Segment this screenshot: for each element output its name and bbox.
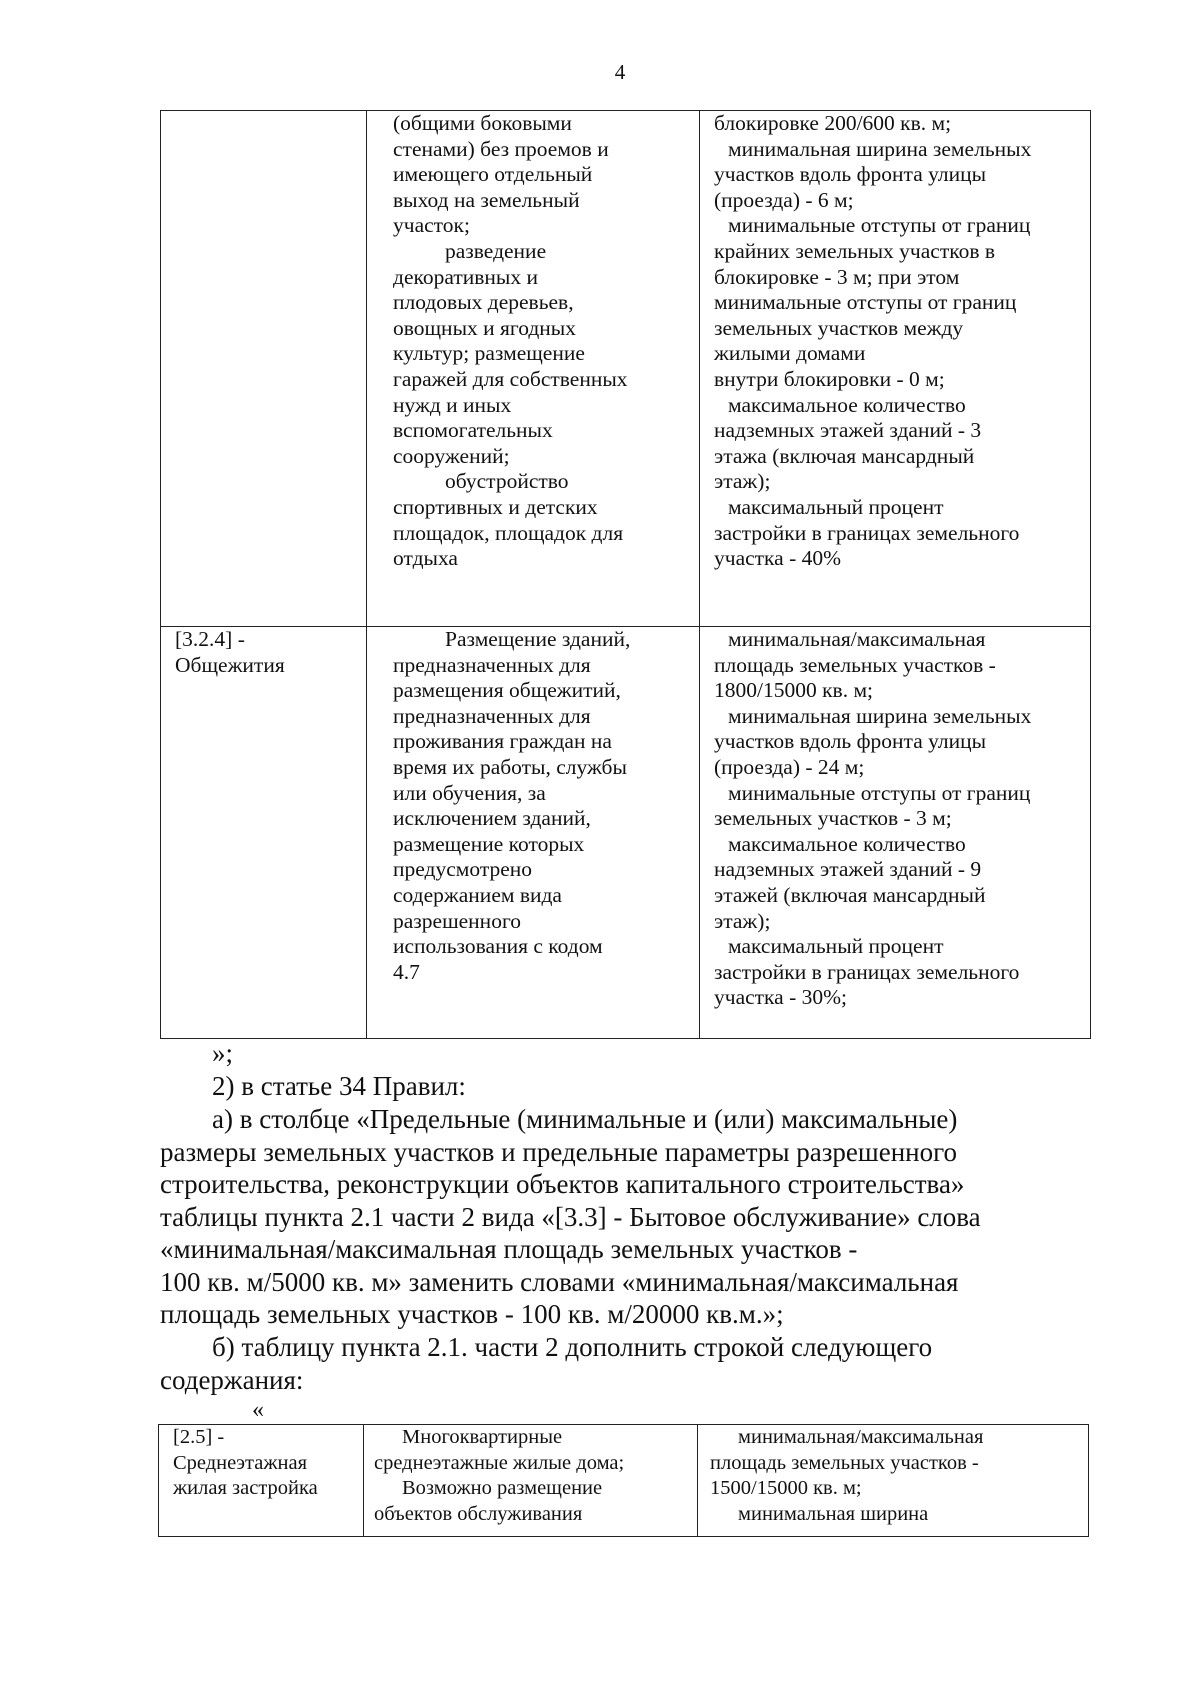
text-line: Среднеэтажная — [173, 1451, 308, 1474]
text-line: максимальное количество — [728, 392, 966, 417]
table-cell-description — [367, 111, 700, 627]
text-line: участков вдоль фронта улицы — [714, 729, 987, 754]
text-line: крайних земельных участков в — [714, 238, 996, 263]
text-line: (проезда) - 6 м; — [714, 187, 854, 212]
text-line: 1500/15000 кв. м; — [710, 1477, 862, 1499]
text-line: Возможно размещение — [402, 1477, 603, 1499]
text-line: надземных этажей зданий - 9 — [714, 857, 982, 882]
text-line: внутри блокировки - 0 м; — [714, 366, 945, 391]
text-line: участка - 40% — [714, 546, 842, 571]
text-line: выход на земельный — [393, 187, 580, 212]
text-line: обустройство — [445, 469, 569, 494]
zoning-table-continued — [160, 110, 1091, 1039]
text-line: овощных и ягодных — [393, 315, 576, 340]
text-line: гаражей для собственных — [393, 366, 628, 391]
text-line: участков вдоль фронта улицы — [714, 162, 987, 187]
text-line: площадок, площадок для — [393, 520, 624, 545]
text-line: минимальная ширина земельных — [728, 136, 1032, 161]
text-line: б) таблицу пункта 2.1. части 2 дополнить строкой следующего — [212, 1332, 933, 1362]
text-line: предназначенных для — [393, 703, 591, 728]
text-line: [3.2.4] - — [175, 627, 245, 651]
open-quote: « — [252, 1397, 264, 1423]
text-line: площадь земельных участков - — [714, 652, 996, 677]
table-row — [161, 111, 1091, 627]
table-cell-code — [161, 111, 367, 627]
text-line: объектов обслуживания — [374, 1502, 583, 1525]
text-line: участок; — [393, 213, 470, 238]
text-line: время их работы, службы — [393, 754, 627, 779]
table-cell-description — [367, 627, 700, 1039]
table-cell-code — [159, 1425, 364, 1537]
page-number: 4 — [614, 60, 626, 84]
paragraph-a — [160, 1103, 1100, 1331]
text-line: вспомогательных — [393, 418, 553, 443]
text-line: предназначенных для — [393, 652, 591, 677]
text-line: использования с кодом — [393, 934, 603, 959]
text-line: этажей (включая мансардный — [714, 882, 986, 907]
text-line: максимальный процент — [728, 494, 944, 519]
text-line: надземных этажей зданий - 3 — [714, 418, 982, 443]
text-line: среднеэтажные жилые дома; — [374, 1451, 625, 1474]
table-cell-code — [161, 627, 367, 1039]
text-line: 4.7 — [393, 959, 420, 984]
text-line: размеры земельных участков и предельные параметры разрешенного — [160, 1136, 957, 1167]
text-line: сооружений; — [393, 443, 510, 468]
text-line: жилая застройка — [173, 1477, 318, 1499]
text-line: (общими боковыми — [393, 111, 572, 135]
text-line: спортивных и детских — [393, 494, 598, 519]
text-line: [2.5] - — [173, 1426, 225, 1448]
text-line: разрешенного — [393, 908, 521, 933]
text-line: минимальная/максимальная — [738, 1426, 984, 1448]
text-line: минимальная ширина — [738, 1502, 929, 1525]
text-line: а) в столбце «Предельные (минимальные и (или) максимальные) — [212, 1104, 958, 1134]
text-line: участка - 30%; — [714, 985, 847, 1010]
text-line: земельных участков между — [714, 315, 964, 340]
text-line: плодовых деревьев, — [393, 290, 574, 315]
text-line: застройки в границах земельного — [714, 959, 1020, 984]
text-line: предусмотрено — [393, 857, 533, 882]
text-line: максимальный процент — [728, 934, 944, 959]
table-cell-parameters — [700, 627, 1091, 1039]
text-line: исключением зданий, — [393, 806, 591, 831]
text-line: размещения общежитий, — [393, 678, 621, 703]
text-line: земельных участков - 3 м; — [714, 806, 952, 831]
table-cell-parameters — [698, 1425, 1089, 1537]
text-line: строительства, реконструкции объектов капитального строительства» — [160, 1169, 965, 1199]
zoning-table-new-row — [158, 1424, 1089, 1537]
text-line: максимальное количество — [728, 831, 966, 856]
paragraph-b — [160, 1331, 1100, 1396]
table-row — [159, 1425, 1089, 1537]
text-line: Многоквартирные — [402, 1426, 563, 1448]
text-line: таблицы пункта 2.1 части 2 вида «[3.3] - Бытовое обслуживание» слова — [160, 1201, 981, 1232]
text-line: содержания: — [160, 1364, 304, 1395]
text-line: Размещение зданий, — [445, 627, 631, 651]
text-line: (проезда) - 24 м; — [714, 754, 865, 779]
table-cell-description — [364, 1425, 698, 1537]
text-line: «минимальная/максимальная площадь земельных участков - — [160, 1234, 858, 1264]
text-line: размещение которых — [393, 831, 585, 856]
text-line: минимальная/максимальная — [728, 627, 986, 651]
text-line: содержанием вида — [393, 882, 562, 907]
paragraph-item-2: 2) в статье 34 Правил: — [212, 1071, 466, 1101]
text-line: минимальная ширина земельных — [728, 703, 1032, 728]
text-line: или обучения, за — [393, 780, 546, 805]
close-quote: »; — [212, 1038, 234, 1068]
text-line: 100 кв. м/5000 кв. м» заменить словами «минимальная/максимальная — [160, 1266, 959, 1297]
text-line: имеющего отдельный — [393, 162, 593, 187]
text-line: этажа (включая мансардный — [714, 443, 975, 468]
text-line: декоративных и — [393, 264, 538, 289]
text-line: этаж); — [714, 469, 771, 494]
text-line: застройки в границах земельного — [714, 520, 1020, 545]
text-line: стенами) без проемов и — [393, 136, 609, 161]
table-row — [161, 627, 1091, 1039]
text-line: минимальные отступы от границ — [714, 290, 1017, 315]
text-line: минимальные отступы от границ — [728, 780, 1031, 805]
text-line: жилыми домами — [714, 341, 866, 366]
text-line: площадь земельных участков - 100 кв. м/20000 кв.м.»; — [160, 1299, 784, 1329]
text-line: площадь земельных участков - — [710, 1451, 979, 1474]
text-line: отдыха — [393, 546, 458, 571]
text-line: разведение — [445, 238, 547, 263]
text-line: блокировке 200/600 кв. м; — [714, 111, 952, 135]
text-line: проживания граждан на — [393, 729, 612, 754]
text-line: блокировке - 3 м; при этом — [714, 264, 960, 289]
text-line: Общежития — [175, 652, 285, 677]
table-cell-parameters — [700, 111, 1091, 627]
text-line: минимальные отступы от границ — [728, 213, 1031, 238]
text-line: нужд и иных — [393, 392, 512, 417]
text-line: этаж); — [714, 908, 771, 933]
text-line: культур; размещение — [393, 341, 585, 366]
text-line: 1800/15000 кв. м; — [714, 678, 874, 703]
